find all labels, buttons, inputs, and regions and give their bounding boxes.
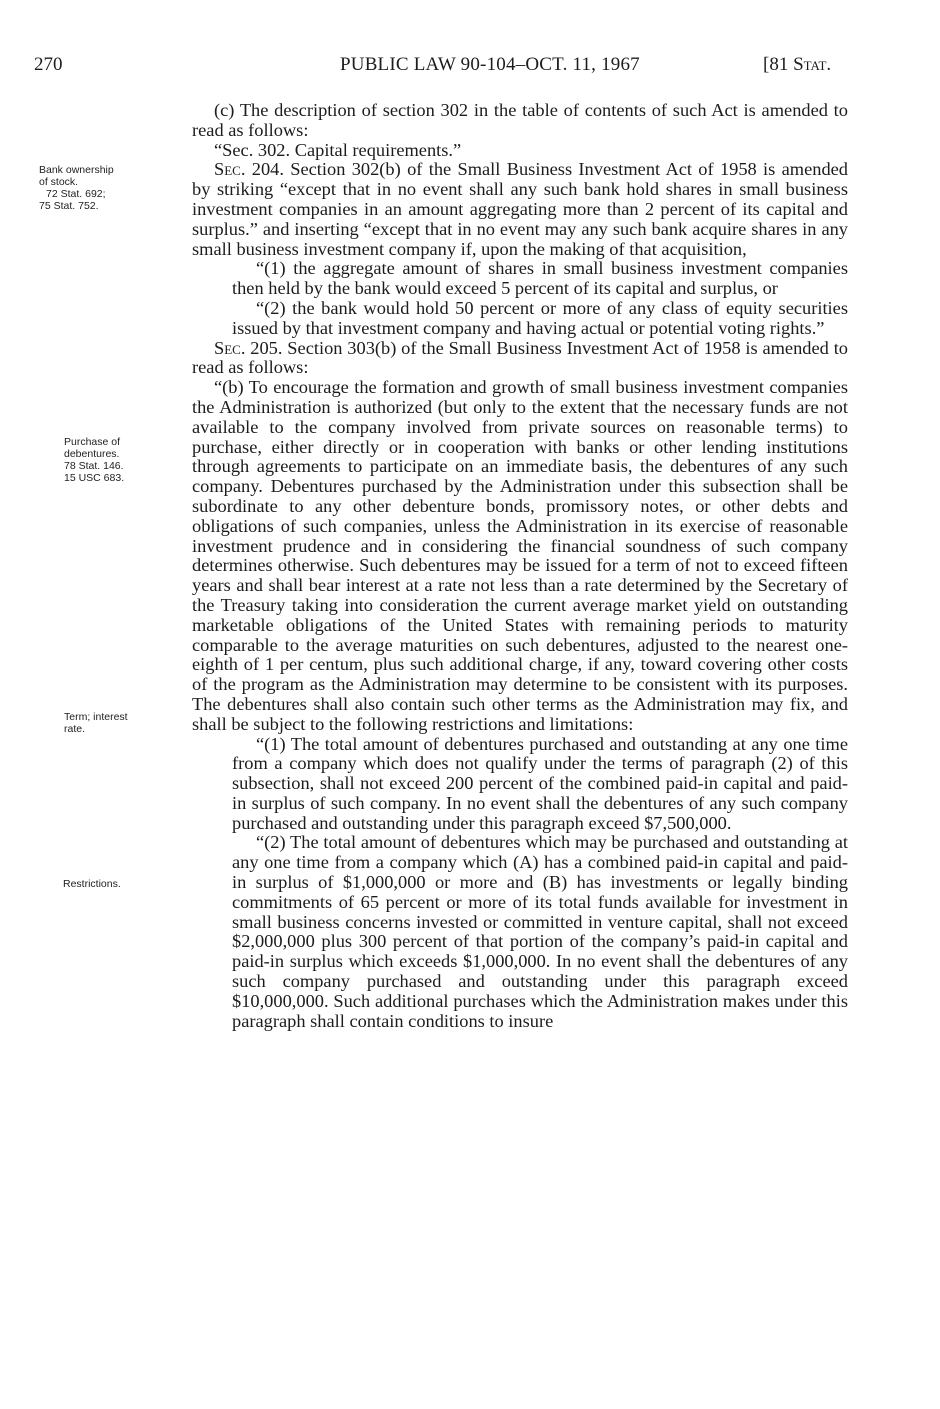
paragraph-clause-2: “(2) the bank would hold 50 percent or more of any class of equity securities issued by that investment company and having actual or potential voting rights.” — [232, 297, 848, 338]
paragraph-restriction-2: “(2) The total amount of debentures which may be purchased and outstanding at any one time from a company which (A) has a combined paid-in capital and paid-in surplus of $1,000,000 or more and (B) has investments or legally binding commitments of 65 percent or more of its total funds available for investment in small business concerns invested or committed in venture capital, shall not exceed $2,000,000 plus 300 percent of that portion of the company’s paid-in capital and paid-in surplus which exceeds $1,000,000. In no event shall the debentures of any such company purchased and outstanding under this paragraph exceed $10,000,000. Such additional purchases which the Administration makes under this paragraph shall contain conditions to insure — [232, 832, 848, 1031]
margin-note-line: of stock. — [39, 176, 79, 188]
section-text: 205. Section 303(b) of the Small Business Investment Act of 1958 is amended to read as follows: — [192, 337, 848, 378]
paragraph-clause-1: “(1) the aggregate amount of shares in small business investment companies then held by the bank would exceed 5 percent of its capital and surplus, or — [232, 258, 848, 299]
paragraph-subsection-b: “(b) To encourage the formation and growth of small business investment companies the Administration is authorized (but only to the extent that the necessary funds are not available to the company involved from private sources on reasonable terms) to purchase, either directly or in cooperation with banks or other lending institutions through agreements to participate on an immediate basis, the debentures of any such company. Debentures purchased by the Administration under this subsection shall be subordinate to any other debenture bonds, promissory notes, or other debts and obligations of such companies, unless the Administration in its exercise of reasonable investment prudence and in considering the financial soundness of such company determines otherwise. Such debentures may be issued for a term of not to exceed fifteen years and shall bear interest at a rate not less than a rate determined by the Secretary of the Treasury taking into consideration the current average market yield on outstanding marketable obligations of the United States with remaining periods to maturity comparable to the average maturities on such debentures, adjusted to the nearest one-eighth of 1 per centum, plus such additional charge, if any, toward covering other costs of the program as the Administration may determine to be consistent with its purposes. The debentures shall also contain such other terms as the Administration may fix, and shall be subject to the following restrictions and limitations: — [192, 377, 848, 734]
paragraph-section-204 — [192, 160, 848, 259]
margin-note-line: Restrictions. — [63, 878, 121, 890]
section-text: 204. Section 302(b) of the Small Business Investment Act of 1958 is amended by striking “except that in no event shall any such bank hold shares in small business investment companies in an amount aggregating more than 2 percent of its capital and surplus.” and inserting “except that in no event may any such bank acquire shares in any small business investment company if, upon the making of that acquisition, — [192, 159, 848, 259]
header-title: PUBLIC LAW 90-104–OCT. 11, 1967 — [340, 54, 640, 75]
paragraph-section-heading-quote: “Sec. 302. Capital requirements.” — [214, 139, 462, 160]
margin-note-bank-ownership — [39, 164, 114, 212]
running-header — [0, 54, 940, 82]
statute-body-text — [192, 101, 848, 1031]
paragraph-section-205 — [192, 339, 848, 379]
page-number: 270 — [34, 54, 63, 75]
margin-note-restrictions — [63, 878, 121, 890]
margin-note-line: rate. — [64, 723, 86, 735]
margin-note-term-interest-rate — [64, 711, 128, 735]
section-label: Sec. — [214, 159, 246, 180]
margin-note-line: 78 Stat. 146. — [64, 460, 124, 472]
margin-note-line: Term; interest — [64, 711, 128, 723]
margin-note-line: 15 USC 683. — [64, 472, 125, 484]
statute-reference — [763, 54, 831, 76]
margin-note-line: Bank ownership — [39, 164, 114, 176]
margin-note-line: 75 Stat. 752. — [39, 200, 99, 212]
margin-note-purchase-of-debentures — [64, 436, 124, 484]
paragraph-restriction-1: “(1) The total amount of debentures purchased and outstanding at any one time from a company which does not qualify under the terms of paragraph (2) of this subsection, shall not exceed 200 percent of the combined paid-in capital and paid-in surplus of such company. In no event shall the debentures of any such company purchased and outstanding under this paragraph exceed $7,500,000. — [232, 733, 848, 833]
statute-word: Stat. — [793, 54, 832, 75]
section-label: Sec. — [214, 337, 246, 358]
margin-note-line: Purchase of — [64, 436, 121, 448]
margin-note-line: 72 Stat. 692; — [46, 188, 106, 200]
margin-note-line: debentures. — [64, 448, 120, 460]
statute-prefix: [81 — [763, 54, 794, 75]
paragraph-table-of-contents: (c) The description of section 302 in the table of contents of such Act is amended to read as follows: — [192, 100, 848, 140]
